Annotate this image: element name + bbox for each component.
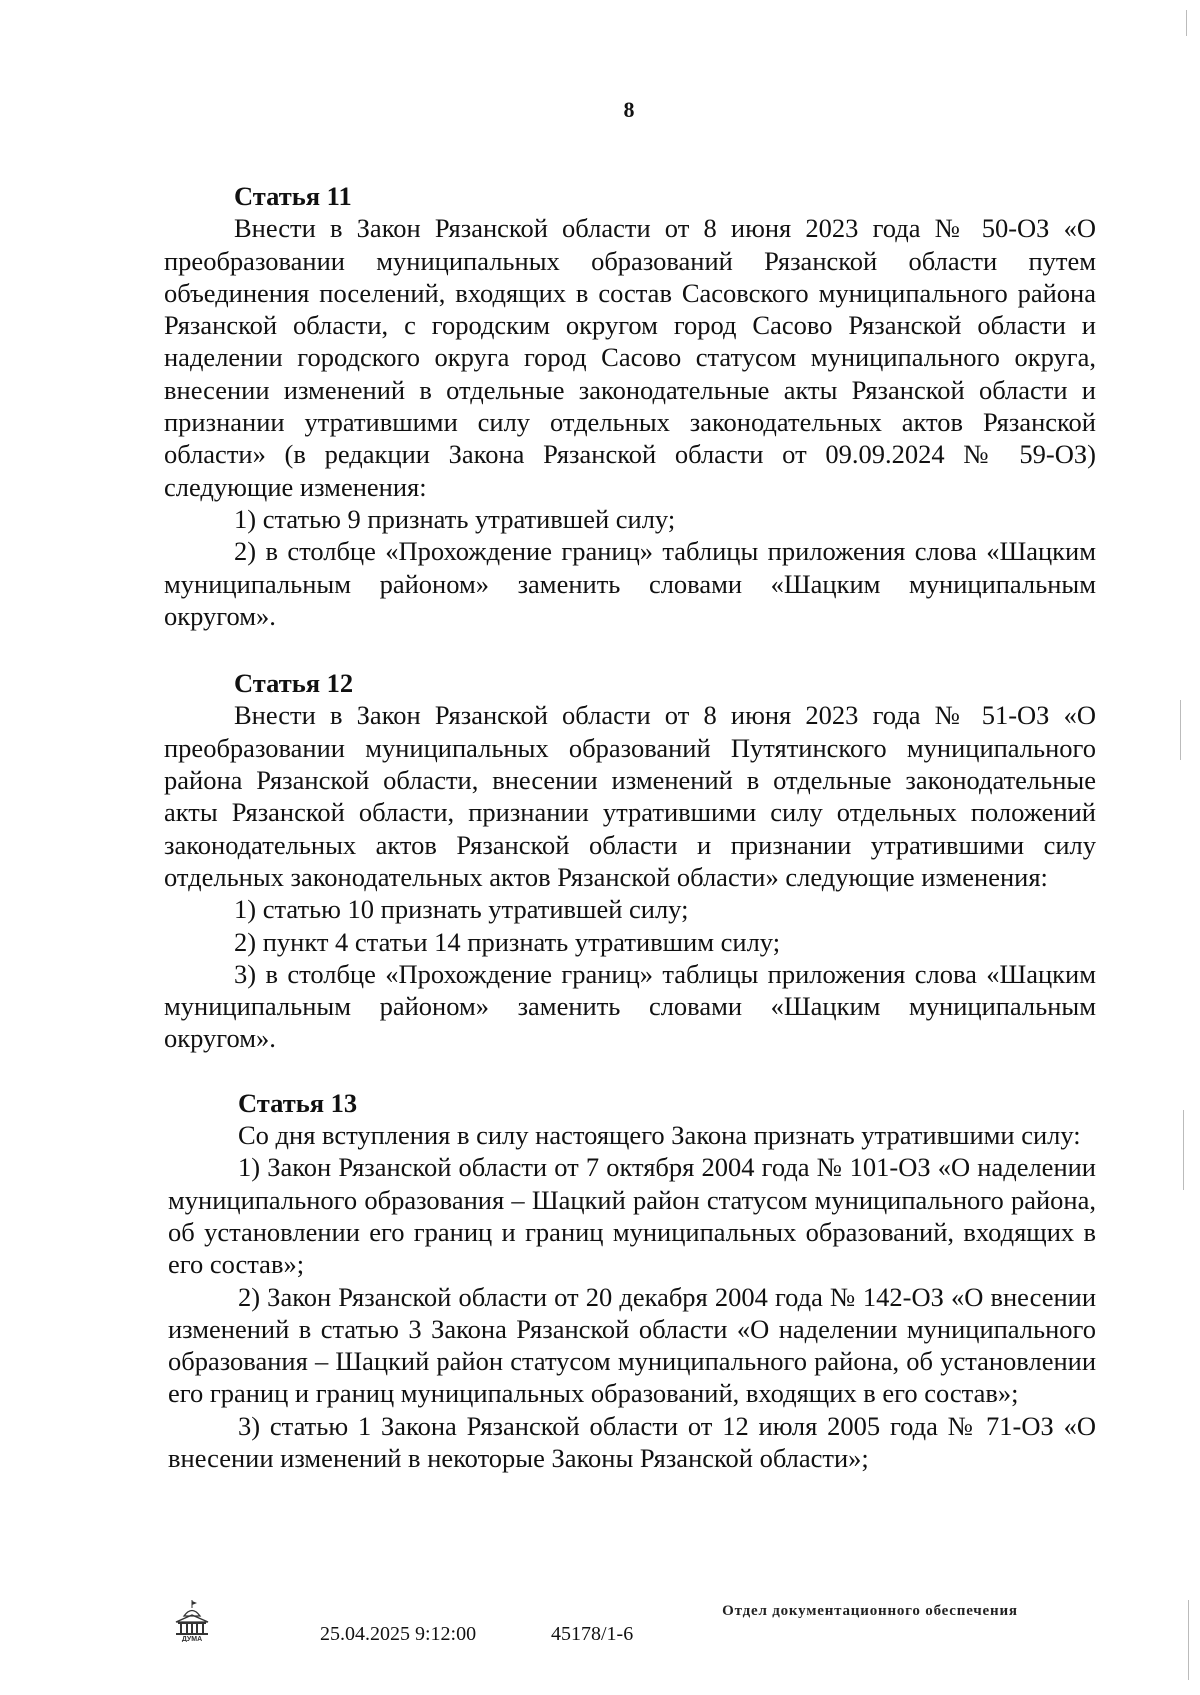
article-title: Статья 12 [234,668,354,699]
article-paragraph: Внести в Закон Рязанской области от 8 июня 2023 года № 50-ОЗ «О преобразовании муниципальных образований Рязанской области путем объединения поселений, входящих в состав Сасовского муниципального района Рязанской области, с городским округом город Сасово Рязанской области и наделении городского округа город Сасово статусом муниципального округа, внесении изменений в отдельные законодательные акты Рязанской области и признании утратившими силу отдельных законодательных актов Рязанской области» (в редакции Закона Рязанской области от 09.09.2024 № 59-ОЗ) следующие изменения: [164,213,1096,502]
article-title: Статья 11 [234,181,352,211]
footer-department-stamp: Отдел документационного обеспечения [722,1603,1018,1619]
article-paragraph: 1) статью 9 признать утратившей силу; [234,503,676,534]
scan-edge-mark [1186,10,1187,36]
article-paragraph: 2) пункт 4 статьи 14 признать утратившим силу; [234,926,781,957]
article-paragraph: Внести в Закон Рязанской области от 8 июня 2023 года № 51-ОЗ «О преобразовании муниципальных образований Путятинского муниципального района Рязанской области, внесении изменений в отдельные законодательные акты Рязанской области, признании утратившими силу отдельных положений законодательных актов Рязанской области и признании утратившими силу отдельных законодательных актов Рязанской области» следующие изменения: [164,700,1096,892]
article-paragraph: 1) статью 10 признать утратившей силу; [234,894,689,925]
page-number: 8 [623,97,635,122]
article-paragraph: Со дня вступления в силу настоящего Закона признать утратившими силу: [238,1120,1081,1151]
article-paragraph: 1) Закон Рязанской области от 7 октября 2004 года № 101-ОЗ «О наделении муниципального образования – Шацкий район статусом муниципального района, об установлении его границ и границ муниципальных образований, входящих в его состав»; [168,1152,1096,1280]
scan-edge-mark [1180,700,1181,760]
scan-edge-mark [1188,1600,1189,1680]
duma-building-logo [172,1598,212,1642]
article-title: Статья 13 [238,1087,358,1118]
scan-edge-mark [1183,1110,1184,1190]
article-11 [164,180,1096,632]
article-paragraph: 3) статью 1 Закона Рязанской области от 12 июля 2005 года № 71-ОЗ «О внесении изменений в некоторые Законы Рязанской области»; [168,1410,1096,1473]
footer-reg-number: 45178/1-6 [551,1623,634,1645]
logo-text: ДУМА [181,1636,203,1642]
article-paragraph: 2) Закон Рязанской области от 20 декабря 2004 года № 142-ОЗ «О внесении изменений в статью 3 Закона Рязанской области «О наделении муниципального образования – Шацкий район статусом муниципального района, об установлении его границ и границ муниципальных образований, входящих в его состав»; [168,1281,1096,1409]
footer-datetime: 25.04.2025 9:12:00 [320,1623,477,1645]
document-body [164,180,1096,1509]
article-12 [164,667,1096,1055]
article-paragraph: 3) в столбце «Прохождение границ» таблицы приложения слова «Шацким муниципальным районом» заменить словами «Шацким муниципальным округом». [164,958,1096,1054]
article-paragraph: 2) в столбце «Прохождение границ» таблицы приложения слова «Шацким муниципальным районом» заменить словами «Шацким муниципальным округом». [164,536,1096,631]
article-13 [164,1087,1096,1475]
